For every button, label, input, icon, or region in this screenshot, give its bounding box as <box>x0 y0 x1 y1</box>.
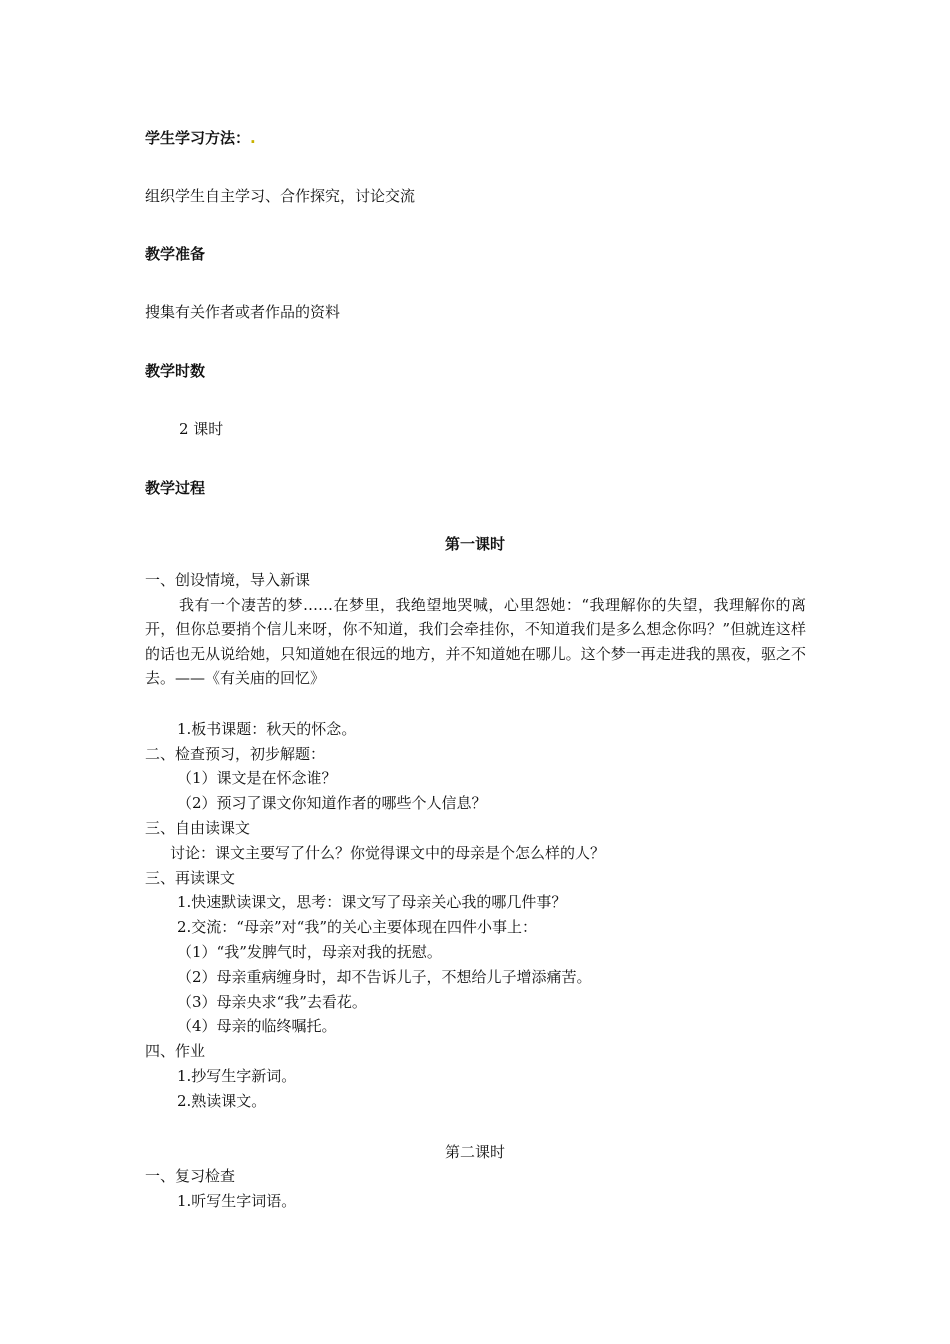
lesson1-step3b-heading: 三、再读课文 <box>145 869 236 887</box>
read-item-2: 2.交流：“母亲”对“我”的关心主要体现在四件小事上： <box>177 918 537 936</box>
method-title: 学生学习方法： <box>145 129 251 147</box>
lesson1-step2-heading: 二、检查预习，初步解题： <box>145 745 326 763</box>
event-item-4: （4）母亲的临终嘱托。 <box>177 1017 337 1035</box>
lesson1-step1-heading: 一、创设情境，导入新课 <box>145 571 311 589</box>
lesson2-step1-heading: 一、复习检查 <box>145 1167 236 1185</box>
process-heading: 教学过程 <box>145 479 206 497</box>
lesson2-item-1: 1.听写生字词语。 <box>177 1192 297 1210</box>
homework-item-2: 2.熟读课文。 <box>177 1092 267 1110</box>
intro-quote: 我有一个凄苦的梦……在梦里，我绝望地哭喊，心里怨她：“我理解你的失望，我理解你的离开，但你总要捎个信儿来呀，你不知道，我们会牵挂你，不知道我们是多么想念你吗？”但就连这样的话也无从说给她，只知道她在很远的地方，并不知道她在哪儿。这个梦一再走进我的黑夜，驱之不去。——《有关庙的回忆》 <box>145 596 806 687</box>
lesson1-step4-heading: 四、作业 <box>145 1042 206 1060</box>
lesson2-title: 第二课时 <box>444 1143 505 1161</box>
homework-item-1: 1.抄写生字新词。 <box>177 1067 297 1085</box>
method-text: 组织学生自主学习、合作探究，讨论交流 <box>145 187 416 205</box>
event-item-1: （1）“我”发脾气时，母亲对我的抚慰。 <box>177 943 442 961</box>
question-1: （1）课文是在怀念谁？ <box>177 769 337 787</box>
hours-heading: 教学时数 <box>145 362 206 380</box>
prep-text: 搜集有关作者或者作品的资料 <box>145 303 341 321</box>
lesson1-step3-heading: 三、自由读课文 <box>145 819 251 837</box>
board-title: 1.板书课题：秋天的怀念。 <box>177 720 357 738</box>
discussion-text: 讨论：课文主要写了什么？你觉得课文中的母亲是个怎么样的人？ <box>170 844 606 862</box>
event-item-3: （3）母亲央求“我”去看花。 <box>177 993 367 1011</box>
method-mark: . <box>250 129 256 147</box>
question-2: （2）预习了课文你知道作者的哪些个人信息？ <box>177 794 487 812</box>
prep-heading: 教学准备 <box>145 245 206 263</box>
hours-text: 2 课时 <box>179 420 224 438</box>
method-heading <box>145 128 256 148</box>
lesson1-title: 第一课时 <box>444 535 505 553</box>
event-item-2: （2）母亲重病缠身时，却不告诉儿子，不想给儿子增添痛苦。 <box>177 968 592 986</box>
read-item-1: 1.快速默读课文，思考：课文写了母亲关心我的哪几件事？ <box>177 893 567 911</box>
